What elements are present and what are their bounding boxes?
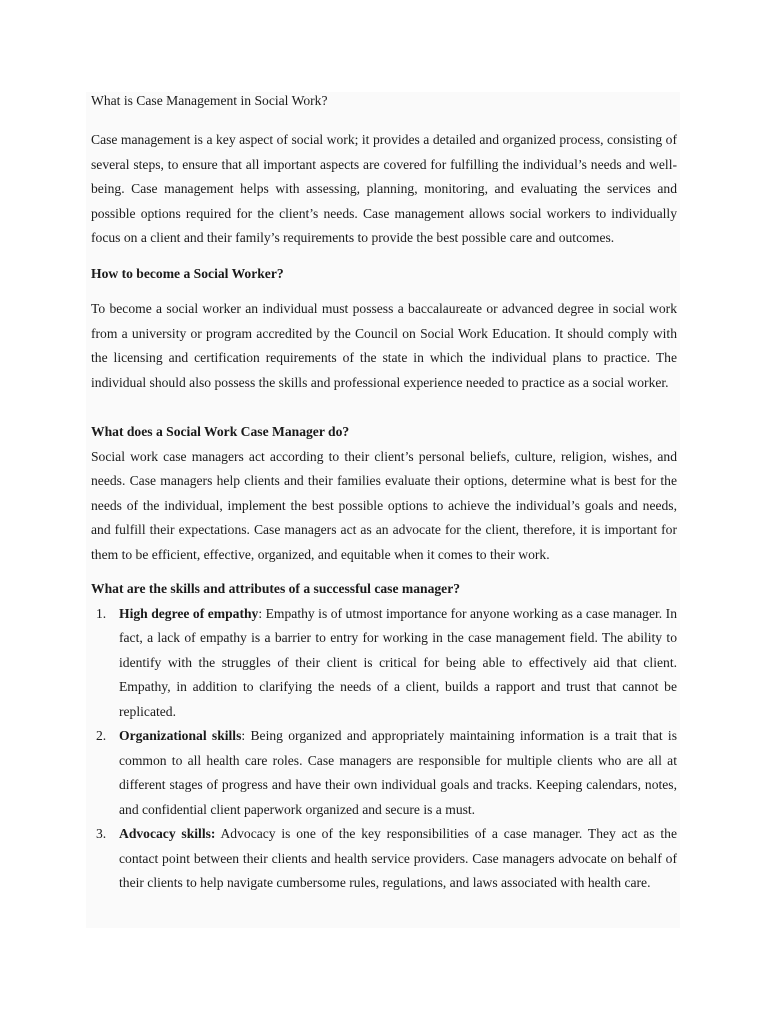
section-body-case-manager-role: Social work case managers act according to their client’s personal beliefs, culture, religion, wishes, and needs. Case managers help clients and their families evaluate their options, determine what is best for the needs of the individual, implement the best possible options to achieve the individual’s goals and needs, and fulfill their expectations. Case managers act as an advocate for the client, therefore, it is important for them to be efficient, effective, organized, and equitable when it comes to their work.: [91, 448, 677, 562]
list-item-number: 2.: [96, 728, 107, 743]
list-item-text: Advocacy is one of the key responsibilities of a case manager. They act as the contact point between their clients and health service providers. Case managers advocate on behalf of their clients to help navigate cumbersome rules, regulations, and laws associated with health care.: [119, 826, 677, 890]
skills-list: [91, 602, 677, 896]
list-item-text: : Empathy is of utmost importance for anyone working as a case manager. In fact, a lack of empathy is a barrier to entry for working in the case management field. The ability to identify with the struggles of their client is critical for being able to effectively aid that client. Empathy, in addition to clarifying the needs of a client, builds a rapport and trust that cannot be replicated.: [119, 605, 677, 719]
section-heading-case-manager-role: What does a Social Work Case Manager do?: [91, 424, 350, 439]
list-item-term: Advocacy skills:: [119, 826, 216, 841]
list-item-term: High degree of empathy: [119, 605, 259, 621]
list-item: [91, 602, 677, 725]
list-item: [91, 724, 677, 822]
list-item: [91, 822, 677, 896]
intro-paragraph: Case management is a key aspect of social work; it provides a detailed and organized process, consisting of several steps, to ensure that all important aspects are covered for fulfilling the individual’s needs and well-being. Case management helps with assessing, planning, monitoring, and evaluating the services and possible options required for the client’s needs. Case management allows social workers to individually focus on a client and their family’s requirements to provide the best possible care and outcomes.: [91, 132, 677, 245]
list-item-number: 1.: [96, 605, 107, 621]
document-body: [91, 92, 677, 896]
section-heading-become-social-worker: How to become a Social Worker?: [91, 265, 284, 281]
section-body-become-social-worker: To become a social worker an individual must possess a baccalaureate or advanced degree in social work from a university or program accredited by the Council on Social Work Education. It should comply with the licensing and certification requirements of the state in which the individual plans to practice. The individual should also possess the skills and professional experience needed to practice as a social worker.: [91, 301, 677, 390]
section-heading-skills: What are the skills and attributes of a successful case manager?: [91, 581, 461, 596]
list-item-term: Organizational skills: [119, 728, 242, 743]
list-item-text: : Being organized and appropriately maintaining information is a trait that is common to all health care roles. Case managers are responsible for multiple clients who are all at different stages of progress and have their own individual goals and tracks. Keeping calendars, notes, and confidential client paperwork organized and secure is a must.: [119, 728, 677, 817]
list-item-number: 3.: [96, 826, 107, 841]
document-title: What is Case Management in Social Work?: [91, 93, 328, 108]
